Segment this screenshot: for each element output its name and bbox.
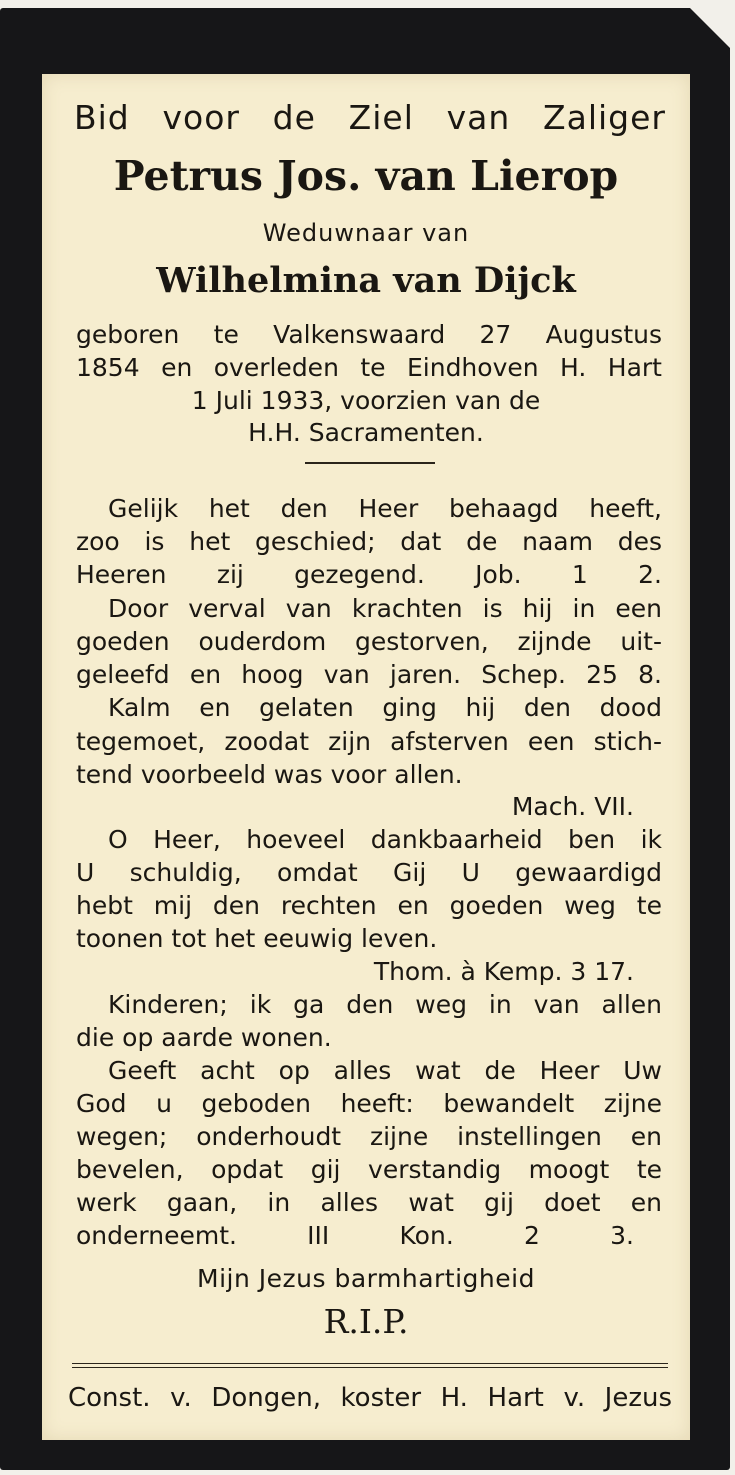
- body-line: wegen; onderhoudt zijne instellingen en: [76, 1122, 662, 1151]
- bio-line: geboren te Valkenswaard 27 Augustus: [76, 320, 662, 349]
- body-line: geleefd en hoog van jaren. Schep. 25 8.: [76, 660, 662, 689]
- body-line: hebt mij den rechten en goeden weg te: [76, 891, 662, 920]
- prayer-heading: Bid voor de Ziel van Zaliger: [74, 98, 666, 137]
- spouse-name: Wilhelmina van Dijck: [156, 260, 576, 301]
- body-line: O Heer, hoeveel dankbaarheid ben ik: [108, 825, 662, 854]
- body-line: Kalm en gelaten ging hij den dood: [108, 693, 662, 722]
- body-line: onderneemt. III Kon. 2 3.: [76, 1221, 634, 1250]
- memorial-card: [0, 8, 730, 1470]
- worn-corner: [690, 8, 730, 48]
- body-line: die op aarde wonen.: [76, 1023, 332, 1052]
- body-line: tend voorbeeld was voor allen.: [76, 760, 463, 789]
- divider: [305, 462, 435, 464]
- citation: Thom. à Kemp. 3 17.: [373, 957, 634, 986]
- body-line: Kinderen; ik ga den weg in van allen: [108, 990, 662, 1019]
- body-line: God u geboden heeft: bewandelt zijne: [76, 1089, 662, 1118]
- body-line: Door verval van krachten is hij in een: [108, 594, 662, 623]
- closing-prayer: Mijn Jezus barmhartigheid: [197, 1264, 535, 1293]
- body-line: werk gaan, in alles wat gij doet en: [76, 1188, 662, 1217]
- bio-line: 1854 en overleden te Eindhoven H. Hart: [76, 353, 662, 382]
- bio-line: 1 Juli 1933, voorzien van de: [191, 386, 541, 415]
- body-line: bevelen, opdat gij verstandig moogt te: [76, 1155, 662, 1184]
- body-line: Geeft acht op alles wat de Heer Uw: [108, 1056, 662, 1085]
- rip-text: R.I.P.: [323, 1302, 409, 1341]
- body-line: zoo is het geschied; dat de naam des: [76, 527, 662, 556]
- body-line: U schuldig, omdat Gij U gewaardigd: [76, 858, 662, 887]
- citation: Mach. VII.: [511, 792, 634, 821]
- deceased-name: Petrus Jos. van Lierop: [113, 152, 619, 200]
- footer-divider: [72, 1363, 668, 1368]
- bio-line: H.H. Sacramenten.: [248, 418, 484, 447]
- card-paper: [42, 74, 690, 1440]
- body-line: Heeren zij gezegend. Job. 1 2.: [76, 560, 662, 589]
- body-line: Gelijk het den Heer behaagd heeft,: [108, 494, 662, 523]
- body-line: goeden ouderdom gestorven, zijnde uit-: [76, 627, 662, 656]
- widower-label: Weduwnaar van: [262, 219, 470, 247]
- printer-credit: Const. v. Dongen, koster H. Hart v. Jezus: [68, 1383, 672, 1413]
- body-line: toonen tot het eeuwig leven.: [76, 924, 438, 953]
- body-line: tegemoet, zoodat zijn afsterven een stich-: [76, 727, 662, 756]
